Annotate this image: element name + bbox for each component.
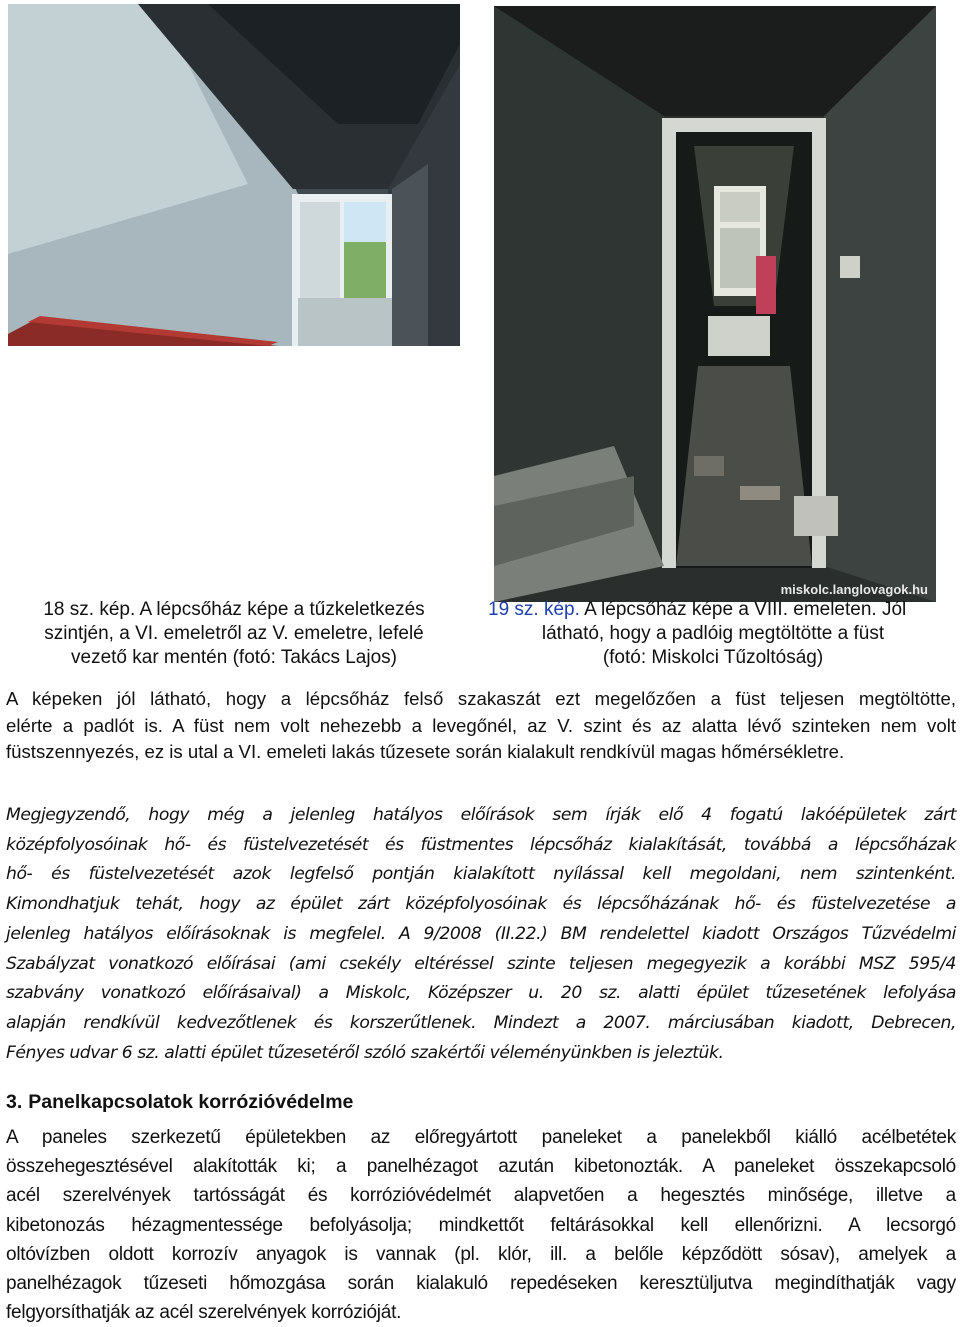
- text-line: Szabályzat vonatkozó előírásai (ami csekély eltéréssel szinte teljesen megegyezik a korábbi MSZ 595/4: [6, 953, 956, 974]
- caption-photo-18: [8, 598, 460, 670]
- caption-line: (fotó: Miskolci Tűzoltóság): [602, 647, 824, 668]
- stairwell-photo: [8, 4, 460, 346]
- caption-line: szintjén, a VI. emeletről az V. emeletre, lefelé: [44, 623, 424, 644]
- section-heading: [6, 1091, 353, 1114]
- text-line: elérte a padlót is. A füst nem volt nehezebb a levegőnél, az V. szint és az alatta lévő szinteken nem volt: [6, 714, 956, 736]
- caption-line: 18 sz. kép. A lépcsőház képe a tűzkeletkezés: [43, 599, 425, 620]
- text-line: szabvány vonatkozó előírásaival) a Miskolc, Középszer u. 20 sz. alatti épület tűzesetének lefolyása: [6, 983, 956, 1004]
- text-line: kibetonozás hézagmentessége befolyásolja; mindkettőt feltárásokkal kell ellenőrizni. A lecsorgó: [6, 1214, 956, 1236]
- burnt-corridor-photo-icon: [494, 6, 936, 602]
- watermark-text: miskolc.langlovagok.hu: [780, 582, 928, 597]
- caption-line: vezető kar mentén (fotó: Takács Lajos): [71, 647, 397, 668]
- text-line: alapján rendkívül kedvezőtlenek és korszerűtlenek. Mindezt a 2007. márciusában kiadott, Debrecen,: [6, 1012, 956, 1033]
- caption-line: [470, 598, 956, 622]
- text-line: középfolyosóinak hő- és füstelvezetését és füstmentes lépcsőház kialakítását, továbbá a lépcsőházak: [6, 834, 956, 855]
- text-line: összehegesztésével alakították ki; a panelhézagot azután kibetonozták. A paneleket összekapcsoló: [6, 1156, 956, 1178]
- paragraph-regulation-note: [6, 801, 956, 1068]
- text-line: panelhézagok tűzeseti hőmozgása során kialakuló repedéseken keresztüljutva megindíthatják vagy: [6, 1273, 956, 1295]
- text-line: Kimondhatjuk tehát, hogy az épület zárt középfolyosóinak és lépcsőházának hő- és füstelvezetése a: [6, 894, 956, 915]
- caption-photo-19: [470, 598, 956, 670]
- text-line: oltóvízben oldott korrozív anyagok is vannak (pl. klór, ill. a belőle képződött sósav), amelyek a: [6, 1243, 956, 1265]
- text-line: acél szerelvények tartósságát és korrózióvédelmét alapvetően a hegesztés minősége, illetve a: [6, 1185, 956, 1207]
- section-number: 3.: [6, 1091, 23, 1113]
- paragraph-panel-joints: [6, 1123, 956, 1327]
- text-line: hő- és füstelvezetését azok legfelső pontján kialakított nyílással kell megoldani, nem szintenként.: [6, 864, 956, 885]
- text-line: felgyorsíthatják az acél szerelvények korrózióját.: [6, 1302, 402, 1324]
- caption-figure-number: 19 sz. kép.: [488, 599, 580, 620]
- caption-text: A lépcsőház képe a VIII. emeleten. Jól: [579, 599, 907, 620]
- corridor-photo: [494, 6, 936, 602]
- section-title: Panelkapcsolatok korrózióvédelme: [28, 1091, 354, 1113]
- text-line: A képeken jól látható, hogy a lépcsőház felső szakaszát ezt megelőzően a füst teljesen megtöltötte,: [6, 688, 956, 709]
- text-line: jelenleg hatályos előírásoknak is megfelel. A 9/2008 (II.22.) BM rendelettel kiadott Országos Tűzvédelmi: [6, 923, 956, 944]
- text-line: A paneles szerkezetű épületekben az előregyártott paneleket a panelekből kiálló acélbetétek: [6, 1127, 956, 1148]
- text-line: füstszennyezés, ez is utal a VI. emeleti lakás tűzesete során kialakult rendkívül magas hőmérsékletre.: [6, 741, 845, 762]
- text-line: Fényes udvar 6 sz. alatti épület tűzesetéről szóló szakértői véleményünkben is jeleztük.: [6, 1042, 724, 1063]
- text-line: Megjegyzendő, hogy még a jelenleg hatályos előírások sem írják elő 4 fogatú lakóépületek zárt: [6, 805, 956, 825]
- caption-line: látható, hogy a padlóig megtöltötte a füst: [541, 623, 885, 644]
- stairwell-window-photo-icon: [8, 4, 460, 346]
- paragraph-smoke-description: [6, 686, 956, 766]
